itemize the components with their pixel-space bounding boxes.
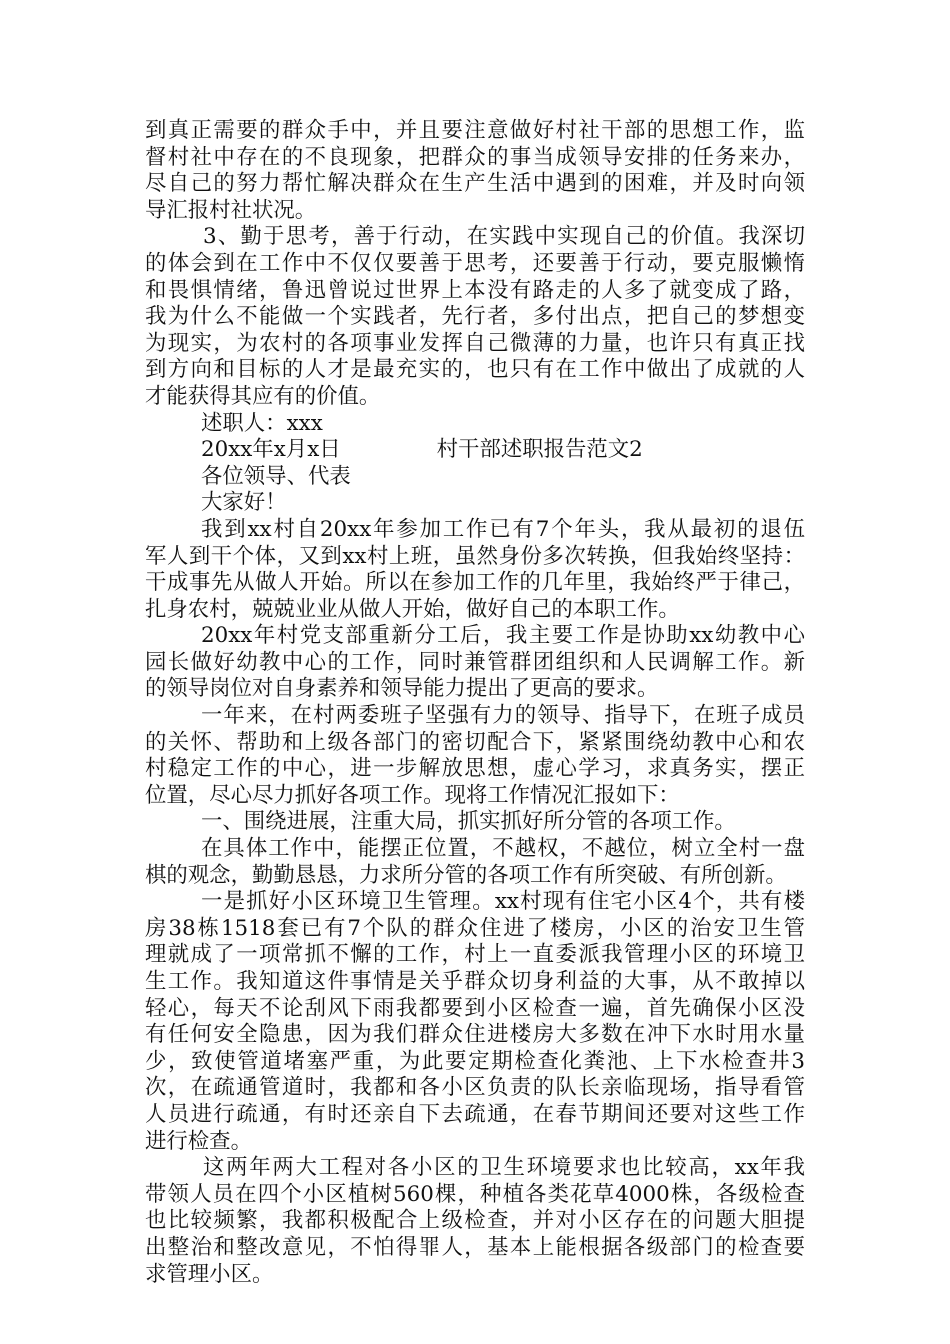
text-line: 园长做好幼教中心的工作，同时兼管群团组织和人民调解工作。新 — [145, 649, 805, 675]
text-line: 到真正需要的群众手中，并且要注意做好村社干部的思想工作，监 — [145, 118, 805, 143]
text-line: 生工作。我知道这件事情是关乎群众切身利益的大事，从不敢掉以 — [145, 969, 805, 994]
text-line: 次，在疏通管道时，我都和各小区负责的队长亲临现场，指导看管 — [145, 1075, 805, 1101]
text-line: 位置，尽心尽力抓好各项工作。现将工作情况汇报如下： — [145, 782, 680, 808]
paragraph-greening — [145, 1155, 805, 1288]
text-line: 干成事先从做人开始。所以在参加工作的几年里，我始终严于律己， — [145, 570, 805, 596]
text-line: 我为什么不能做一个实践者，先行者，多付出点，把自己的梦想变 — [145, 304, 805, 330]
paragraph-community-management — [145, 889, 805, 1155]
text-line: 督村社中存在的不良现象，把群众的事当成领导安排的任务来办， — [145, 144, 805, 170]
text-line: 村稳定工作的中心，进一步解放思想，虚心学习，求真务实，摆正 — [145, 756, 805, 782]
paragraph-continued — [145, 118, 805, 224]
text-line: 轻心，每天不论刮风下雨我都要到小区检查一遍，首先确保小区没 — [145, 995, 805, 1021]
date-and-title-line — [145, 437, 805, 464]
section-heading-1 — [145, 809, 805, 836]
text-line: 导汇报村社状况。 — [145, 197, 317, 223]
heading-text: 一、围绕进展，注重大局，抓实抓好所分管的各项工作。 — [201, 809, 736, 835]
text-line: 和畏惧情绪，鲁迅曾说过世界上本没有路走的人多了就变成了路， — [145, 277, 805, 303]
text-line: 到方向和目标的人才是最充实的，也只有在工作中做出了成就的人 — [145, 357, 805, 383]
signature-block — [145, 411, 805, 464]
text-line: 有任何安全隐患，因为我们群众住进楼房大多数在冲下水时用水量 — [145, 1022, 805, 1048]
paragraph-assignment — [145, 623, 805, 703]
text-line: 进行检查。 — [145, 1128, 252, 1154]
text-line: 一年来，在村两委班子坚强有力的领导、指导下，在班子成员 — [201, 703, 805, 729]
report-date: 20xx年x月x日 — [201, 437, 341, 463]
text-line: 为现实，为农村的各项事业发挥自己微薄的力量，也许只有真正找 — [145, 330, 805, 356]
addressee: 各位领导、代表 — [201, 463, 351, 489]
next-report-title: 村干部述职报告范文2 — [436, 437, 643, 463]
text-line: 军人到干个体，又到xx村上班，虽然身份多次转换，但我始终坚持： — [145, 543, 805, 569]
text-line: 这两年两大工程对各小区的卫生环境要求也比较高，xx年我 — [203, 1155, 805, 1181]
signer: 述职人：xxx — [201, 410, 323, 436]
text-line: 的体会到在工作中不仅仅要善于思考，还要善于行动，要克服懒惰 — [145, 250, 805, 276]
text-line: 理就成了一项常抓不懈的工作，村上一直委派我管理小区的环境卫 — [145, 942, 805, 968]
text-line: 才能获得其应有的价值。 — [145, 383, 381, 409]
text-line: 20xx年村党支部重新分工后，我主要工作是协助xx幼教中心 — [201, 623, 805, 649]
text-line: 也比较频繁，我都积极配合上级检查，并对小区存在的问题大胆提 — [145, 1208, 805, 1234]
text-line: 求管理小区。 — [145, 1261, 274, 1287]
text-line: 一是抓好小区环境卫生管理。xx村现有住宅小区4个，共有楼 — [201, 889, 805, 915]
text-line: 在具体工作中，能摆正位置，不越权，不越位，树立全村一盘 — [201, 836, 805, 862]
text-line: 我到xx村自20xx年参加工作已有7个年头，我从最初的退伍 — [201, 516, 805, 542]
document-page — [145, 118, 805, 1288]
paragraph-intro — [145, 517, 805, 623]
text-line: 扎身农村，兢兢业业从做人开始，做好自己的本职工作。 — [145, 596, 680, 622]
text-line: 的关怀、帮助和上级各部门的密切配合下，紧紧围绕幼教中心和农 — [145, 729, 805, 755]
text-line: 棋的观念，勤勤恳恳，力求所分管的各项工作有所突破、有所创新。 — [145, 862, 787, 888]
text-line: 尽自己的努力帮忙解决群众在生产生活中遇到的困难，并及时向领 — [145, 171, 805, 197]
text-line: 少，致使管道堵塞严重，为此要定期检查化粪池、上下水检查井3 — [145, 1048, 805, 1074]
greeting: 大家好！ — [201, 490, 287, 516]
paragraph-point-3 — [145, 224, 805, 410]
text-line: 带领人员在四个小区植树560棵，种植各类花草4000株，各级检查 — [145, 1181, 805, 1207]
paragraph-position — [145, 836, 805, 889]
text-line: 人员进行疏通，有时还亲自下去疏通，在春节期间还要对这些工作 — [145, 1101, 805, 1127]
text-line: 房38栋1518套已有7个队的群众住进了楼房，小区的治安卫生管 — [145, 915, 805, 941]
text-line: 出整治和整改意见，不怕得罪人，基本上能根据各级部门的检查要 — [145, 1234, 805, 1260]
salutation — [145, 464, 805, 517]
text-line: 3、勤于思考，善于行动，在实践中实现自己的价值。我深切 — [203, 224, 805, 250]
text-line: 的领导岗位对自身素养和领导能力提出了更高的要求。 — [145, 676, 659, 702]
paragraph-year-review — [145, 703, 805, 809]
